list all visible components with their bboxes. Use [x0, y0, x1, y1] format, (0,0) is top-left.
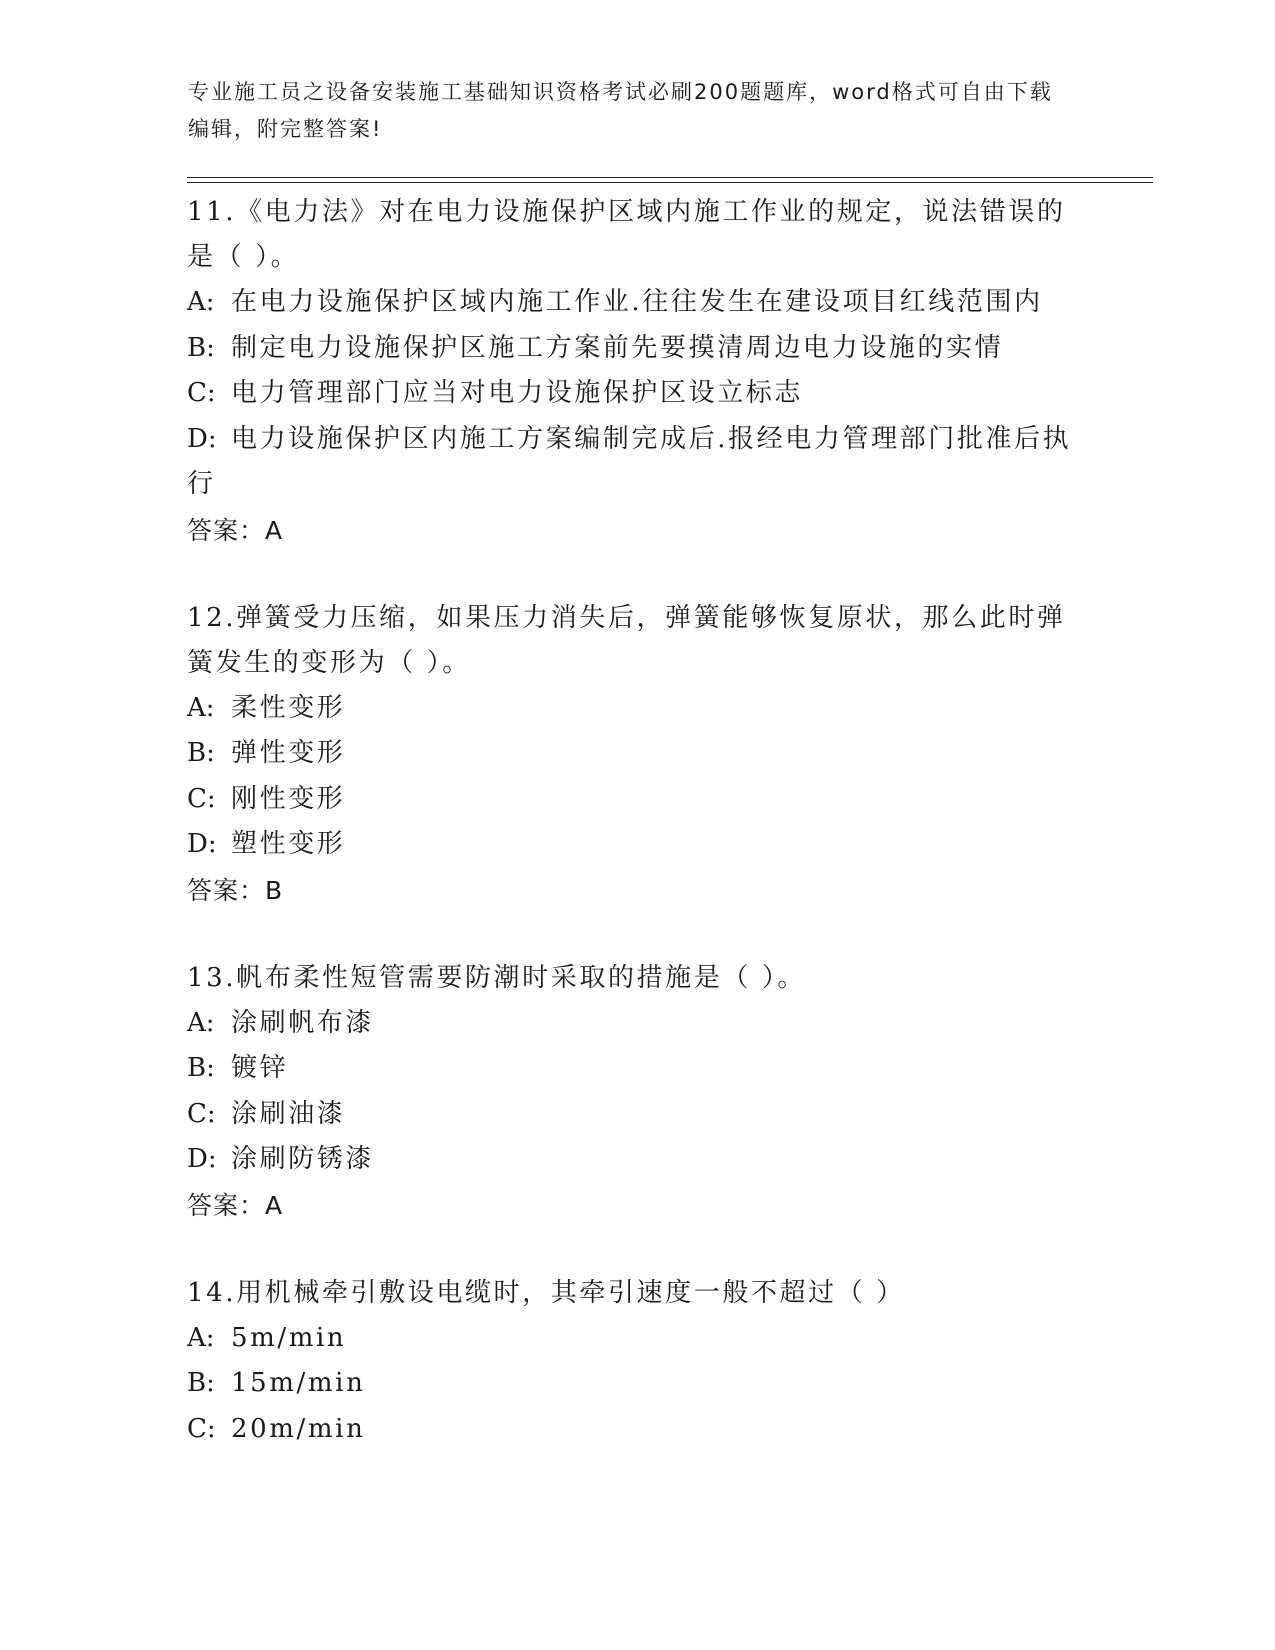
- option-key: C:: [187, 1098, 216, 1129]
- option-key: B:: [187, 332, 215, 363]
- option-c: [187, 371, 1087, 417]
- question-stem: 13.帆布柔性短管需要防潮时采取的措施是（ ）。: [187, 962, 807, 993]
- option-key: B:: [187, 1053, 215, 1083]
- question-12: [187, 596, 1087, 914]
- question-stem: 11.《电力法》对在电力设施保护区域内施工作业的规定，说法错误的是（ ）。: [187, 197, 1066, 272]
- option-b: [187, 326, 1087, 372]
- option-a: [187, 686, 1087, 732]
- option-d: [187, 822, 1087, 868]
- header-divider-top: [187, 177, 1153, 178]
- option-text: 柔性变形: [231, 692, 346, 723]
- option-key: A:: [187, 692, 215, 723]
- option-key: A:: [187, 1322, 215, 1353]
- answer-line: 答案：A: [187, 515, 284, 545]
- document-header: 专业施工员之设备安装施工基础知识资格考试必刷200题题库，word格式可自由下载编辑，附完整答案!: [188, 80, 1053, 141]
- option-text: 涂刷油漆: [231, 1098, 346, 1129]
- question-list: [187, 190, 1087, 1452]
- question-13: [187, 956, 1087, 1229]
- answer-line: 答案：A: [187, 1190, 284, 1220]
- option-b: [187, 731, 1087, 777]
- header-divider-bottom: [187, 182, 1153, 183]
- option-key: C:: [187, 1413, 216, 1444]
- option-text: 涂刷帆布漆: [231, 1007, 375, 1038]
- option-text: 塑性变形: [231, 829, 346, 859]
- option-text: 涂刷防锈漆: [231, 1144, 375, 1174]
- option-text: 制定电力设施保护区施工方案前先要摸清周边电力设施的实情: [231, 332, 1004, 363]
- question-stem: 12.弹簧受力压缩，如果压力消失后，弹簧能够恢复原状，那么此时弹簧发生的变形为（ ）。: [187, 602, 1066, 678]
- option-text: 5m/min: [231, 1322, 347, 1353]
- option-d: [187, 417, 1087, 508]
- option-text: 电力设施保护区内施工方案编制完成后.报经电力管理部门批准后执行: [187, 423, 1072, 499]
- option-key: B:: [187, 738, 215, 768]
- option-key: D:: [187, 423, 217, 454]
- option-key: A:: [187, 287, 215, 317]
- question-stem: 14.用机械牵引敷设电缆时，其牵引速度一般不超过（ ）: [187, 1277, 905, 1308]
- option-key: A:: [187, 1007, 215, 1038]
- option-key: D:: [187, 1144, 217, 1174]
- question-11: [187, 190, 1087, 554]
- option-b: [187, 1361, 1087, 1407]
- option-d: [187, 1137, 1087, 1183]
- option-a: [187, 280, 1087, 326]
- option-text: 在电力设施保护区域内施工作业.往往发生在建设项目红线范围内: [231, 287, 1043, 317]
- option-key: D:: [187, 829, 217, 859]
- question-14: [187, 1271, 1087, 1453]
- answer-line: 答案：B: [187, 875, 284, 905]
- option-key: B:: [187, 1368, 215, 1398]
- option-text: 20m/min: [231, 1413, 366, 1444]
- option-text: 弹性变形: [231, 738, 346, 768]
- option-key: C:: [187, 783, 216, 814]
- option-text: 15m/min: [231, 1368, 366, 1398]
- option-c: [187, 1407, 1087, 1453]
- option-c: [187, 1092, 1087, 1138]
- option-a: [187, 1001, 1087, 1047]
- option-text: 镀锌: [231, 1053, 289, 1083]
- option-c: [187, 777, 1087, 823]
- option-text: 电力管理部门应当对电力设施保护区设立标志: [231, 378, 804, 408]
- option-key: C:: [187, 378, 216, 408]
- option-b: [187, 1046, 1087, 1092]
- option-text: 刚性变形: [231, 783, 346, 814]
- option-a: [187, 1316, 1087, 1362]
